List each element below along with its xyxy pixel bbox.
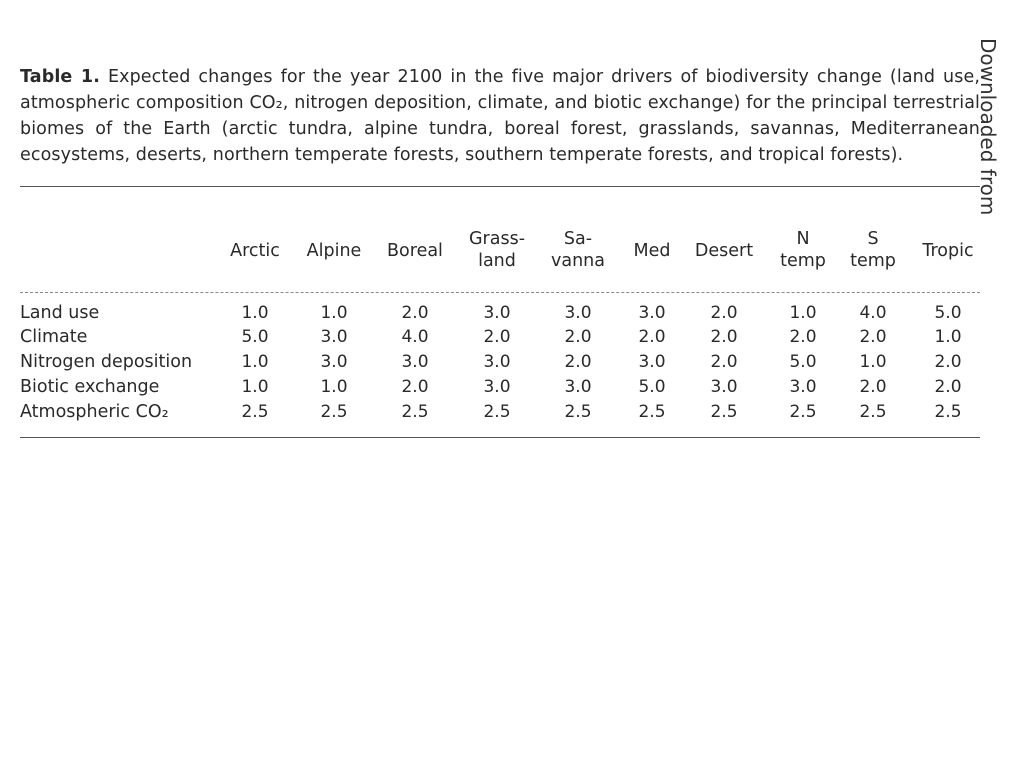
table-cell: 4.0 [859, 303, 887, 323]
column-header-boreal [375, 240, 455, 262]
table-cell: 3.0 [320, 327, 348, 347]
column-header-line2: Tropic [922, 241, 974, 261]
table-cell: 1.0 [934, 327, 962, 347]
row-label: Land use [20, 303, 100, 323]
table-cell: 3.0 [710, 377, 738, 397]
caption-lead: Table 1. [20, 67, 100, 87]
column-header-line2: Alpine [306, 241, 362, 261]
table-cell: 4.0 [401, 327, 429, 347]
table-cell: 3.0 [320, 352, 348, 372]
column-header-line2: Boreal [387, 241, 443, 261]
table-cell: 3.0 [483, 303, 511, 323]
table-top-rule [20, 186, 980, 187]
table-cell: 2.0 [710, 352, 738, 372]
column-header-stemp [833, 228, 913, 272]
table-cell: 2.5 [789, 402, 817, 422]
table-cell: 2.0 [564, 327, 592, 347]
column-header-line1: S [867, 229, 879, 249]
table-cell: 1.0 [789, 303, 817, 323]
table-cell: 2.5 [241, 402, 269, 422]
table-cell: 2.5 [934, 402, 962, 422]
table-cell: 5.0 [934, 303, 962, 323]
table-cell: 3.0 [789, 377, 817, 397]
column-header-line2: Desert [694, 241, 754, 261]
column-header-line2: vanna [551, 251, 605, 271]
table-cell: 1.0 [241, 303, 269, 323]
column-header-tropic [908, 240, 988, 262]
table-cell: 2.0 [934, 352, 962, 372]
table-cell: 3.0 [564, 303, 592, 323]
column-header-med [612, 240, 692, 262]
table-cell: 3.0 [483, 352, 511, 372]
table-cell: 1.0 [320, 303, 348, 323]
table-cell: 1.0 [320, 377, 348, 397]
row-label: Climate [20, 327, 88, 347]
column-header-alpine [294, 240, 374, 262]
table-cell: 5.0 [789, 352, 817, 372]
table-cell: 5.0 [638, 377, 666, 397]
table-bottom-rule [20, 437, 980, 438]
column-header-line2: Arctic [230, 241, 280, 261]
table-cell: 1.0 [859, 352, 887, 372]
column-header-line1: Sa- [563, 229, 593, 249]
table-cell: 5.0 [241, 327, 269, 347]
table-cell: 1.0 [241, 377, 269, 397]
column-header-grassland [457, 228, 537, 272]
table-caption [20, 64, 980, 168]
column-header-line2: temp [780, 251, 826, 271]
table-cell: 2.5 [320, 402, 348, 422]
column-header-ntemp [763, 228, 843, 272]
column-header-desert [684, 240, 764, 262]
column-header-arctic [215, 240, 295, 262]
table-cell: 3.0 [638, 352, 666, 372]
table-cell: 3.0 [564, 377, 592, 397]
table-cell: 2.0 [710, 327, 738, 347]
table-cell: 2.0 [638, 327, 666, 347]
table-cell: 2.0 [401, 303, 429, 323]
table-cell: 2.0 [483, 327, 511, 347]
column-header-line1: Grass- [468, 229, 526, 249]
header-rule [20, 292, 980, 293]
column-header-line1: N [796, 229, 810, 249]
table-cell: 2.5 [564, 402, 592, 422]
table-cell: 2.5 [483, 402, 511, 422]
column-header-line2: land [478, 251, 516, 271]
table-cell: 2.5 [859, 402, 887, 422]
table-cell: 2.0 [401, 377, 429, 397]
side-margin-text: Downloaded from [976, 38, 1000, 216]
table-cell: 2.0 [934, 377, 962, 397]
row-label: Nitrogen deposition [20, 352, 193, 372]
caption-body: Expected changes for the year 2100 in the five major drivers of biodiversity change (land use, atmospheric composition CO₂, nitrogen deposition, climate, and biotic exchange) for the principal terrestrial biomes of the Earth (arctic tundra, alpine tundra, boreal forest, grasslands, savannas, Mediterranean ecosystems, deserts, northern temperate forests, southern temperate forests, and tropical forests). [20, 67, 980, 165]
table-cell: 2.0 [710, 303, 738, 323]
table-cell: 2.0 [859, 327, 887, 347]
table-cell: 2.0 [789, 327, 817, 347]
table-cell: 1.0 [241, 352, 269, 372]
table-cell: 3.0 [483, 377, 511, 397]
table-cell: 3.0 [401, 352, 429, 372]
table-cell: 2.5 [638, 402, 666, 422]
row-label: Biotic exchange [20, 377, 160, 397]
row-label: Atmospheric CO₂ [20, 402, 169, 422]
table-cell: 2.0 [564, 352, 592, 372]
table-cell: 2.0 [859, 377, 887, 397]
column-header-line2: temp [850, 251, 896, 271]
column-header-savanna [538, 228, 618, 272]
table-cell: 3.0 [638, 303, 666, 323]
table-cell: 2.5 [710, 402, 738, 422]
table-cell: 2.5 [401, 402, 429, 422]
column-header-line2: Med [633, 241, 671, 261]
